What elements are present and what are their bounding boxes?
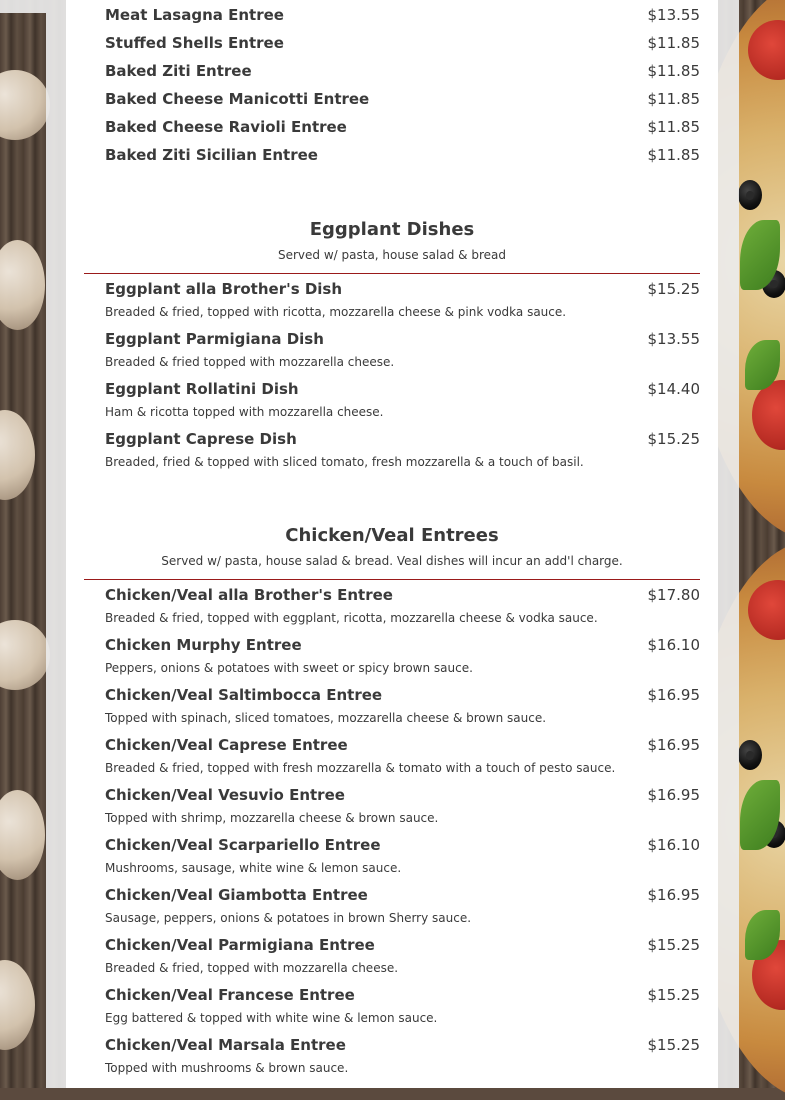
olive-decoration: [738, 180, 762, 210]
item-name: Chicken/Veal Giambotta Entree: [105, 886, 368, 904]
item-description: Breaded & fried, topped with ricotta, mozzarella cheese & pink vodka sauce.: [105, 305, 567, 319]
item-price: $13.55: [647, 6, 700, 24]
item-price: $11.85: [647, 118, 700, 136]
item-price: $13.55: [647, 330, 700, 348]
item-description: Breaded, fried & topped with sliced tomato, fresh mozzarella & a touch of basil.: [105, 455, 584, 469]
item-name: Baked Cheese Manicotti Entree: [105, 90, 370, 108]
item-price: $15.25: [647, 1036, 700, 1054]
item-description: Topped with shrimp, mozzarella cheese & brown sauce.: [105, 811, 439, 825]
item-description: Breaded & fried topped with mozzarella cheese.: [105, 355, 395, 369]
item-price: $16.10: [647, 636, 700, 654]
section-divider: [84, 579, 700, 580]
item-price: $15.25: [647, 936, 700, 954]
item-description: Topped with spinach, sliced tomatoes, mozzarella cheese & brown sauce.: [105, 711, 547, 725]
item-name: Stuffed Shells Entree: [105, 34, 284, 52]
item-description: Topped with mushrooms & brown sauce.: [105, 1061, 349, 1075]
item-price: $11.85: [647, 146, 700, 164]
item-price: $15.25: [647, 430, 700, 448]
item-description: Breaded & fried, topped with eggplant, ricotta, mozzarella cheese & vodka sauce.: [105, 611, 598, 625]
item-description: Breaded & fried, topped with fresh mozzarella & tomato with a touch of pesto sauce.: [105, 761, 616, 775]
section-title-eggplant: Eggplant Dishes: [309, 219, 475, 240]
item-name: Eggplant Rollatini Dish: [105, 380, 299, 398]
item-price: $16.10: [647, 836, 700, 854]
section-divider: [84, 273, 700, 274]
item-description: Ham & ricotta topped with mozzarella cheese.: [105, 405, 384, 419]
top-cap: [0, 0, 46, 13]
item-price: $15.25: [647, 986, 700, 1004]
item-price: $16.95: [647, 886, 700, 904]
item-price: $15.25: [647, 280, 700, 298]
item-description: Peppers, onions & potatoes with sweet or spicy brown sauce.: [105, 661, 473, 675]
item-price: $11.85: [647, 90, 700, 108]
item-description: Egg battered & topped with white wine & lemon sauce.: [105, 1011, 438, 1025]
item-name: Chicken Murphy Entree: [105, 636, 302, 654]
item-name: Meat Lasagna Entree: [105, 6, 284, 24]
section-subtitle-chicken-veal: Served w/ pasta, house salad & bread. Veal dishes will incur an add'l charge.: [161, 554, 623, 568]
item-description: Breaded & fried, topped with mozzarella cheese.: [105, 961, 399, 975]
olive-decoration: [738, 740, 762, 770]
item-price: $16.95: [647, 686, 700, 704]
item-price: $11.85: [647, 34, 700, 52]
left-margin-panel: [46, 0, 66, 1088]
item-name: Chicken/Veal Vesuvio Entree: [105, 786, 345, 804]
item-name: Baked Cheese Ravioli Entree: [105, 118, 347, 136]
right-margin-panel: [718, 0, 739, 1088]
item-price: $11.85: [647, 62, 700, 80]
item-name: Eggplant Caprese Dish: [105, 430, 297, 448]
item-name: Eggplant Parmigiana Dish: [105, 330, 324, 348]
item-name: Chicken/Veal Scarpariello Entree: [105, 836, 381, 854]
item-description: Mushrooms, sausage, white wine & lemon sauce.: [105, 861, 402, 875]
item-name: Chicken/Veal alla Brother's Entree: [105, 586, 393, 604]
item-name: Baked Ziti Sicilian Entree: [105, 146, 318, 164]
item-description: Sausage, peppers, onions & potatoes in brown Sherry sauce.: [105, 911, 472, 925]
item-price: $16.95: [647, 786, 700, 804]
item-price: $14.40: [647, 380, 700, 398]
section-subtitle-eggplant: Served w/ pasta, house salad & bread: [278, 248, 506, 262]
item-name: Chicken/Veal Saltimbocca Entree: [105, 686, 383, 704]
section-title-chicken-veal: Chicken/Veal Entrees: [285, 525, 499, 546]
item-price: $16.95: [647, 736, 700, 754]
item-name: Chicken/Veal Parmigiana Entree: [105, 936, 375, 954]
item-name: Chicken/Veal Marsala Entree: [105, 1036, 346, 1054]
item-name: Chicken/Veal Francese Entree: [105, 986, 355, 1004]
item-name: Eggplant alla Brother's Dish: [105, 280, 343, 298]
item-price: $17.80: [647, 586, 700, 604]
item-name: Baked Ziti Entree: [105, 62, 252, 80]
item-name: Chicken/Veal Caprese Entree: [105, 736, 348, 754]
